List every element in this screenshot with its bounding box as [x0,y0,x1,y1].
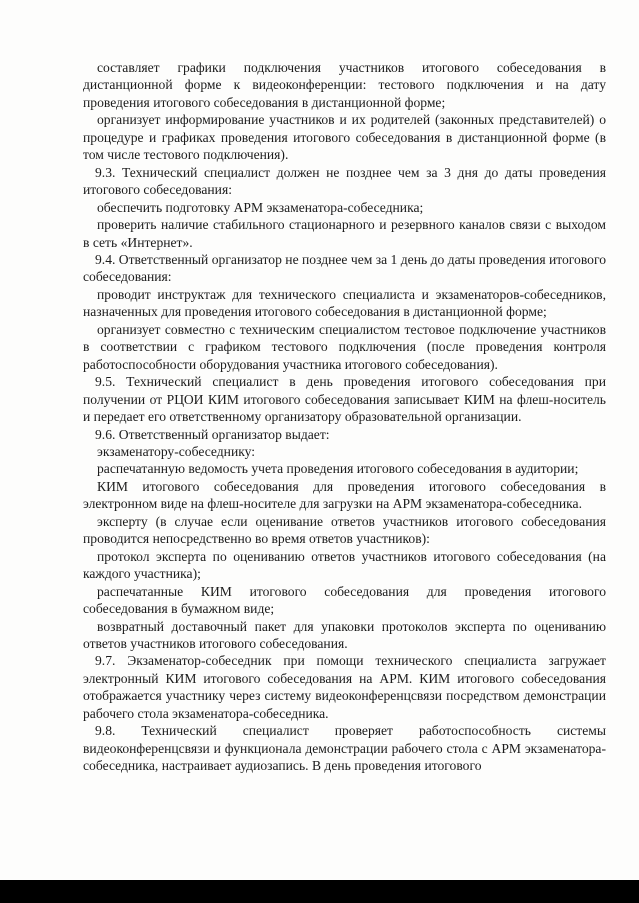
paragraph-instruction: проводит инструктаж для технического специалиста и экзаменаторов-собеседников, назначенных для проведения итогового собеседования в дистанционной форме; [83,286,606,320]
document-body [83,59,606,775]
paragraph-9-8: 9.8. Технический специалист проверяет работоспособность системы видеоконференцсвязи и функционала демонстрации рабочего стола с АРМ экзаменатора-собеседника, настраивает аудиозапись. В день проведения итогового [83,723,606,774]
paragraph-9-7: 9.7. Экзаменатор-собеседник при помощи технического специалиста загружает электронный КИМ итогового собеседования на АРМ. КИМ итогового собеседования отображается участнику через систему видеоконференцсвязи посредством демонстрации рабочего стола экзаменатора-собеседника. [83,653,606,721]
paragraph-9-5: 9.5. Технический специалист в день проведения итогового собеседования при получении от РЦОИ КИМ итогового собеседования записывает КИМ на флеш-носитель и передает его ответственному организатору образовательной организации. [83,374,606,425]
paragraph-to-examiner: экзаменатору-собеседнику: [97,443,256,459]
paragraph-to-expert: эксперту (в случае если оценивание ответов участников итогового собеседования проводится непосредственно во время ответов участников): [83,513,606,547]
paragraph-return-package: возвратный доставочный пакет для упаковки протоколов эксперта по оцениванию ответов участников итогового собеседования. [83,618,606,651]
paragraph-9-3: 9.3. Технический специалист должен не позднее чем за 3 дня до даты проведения итогового собеседования: [83,164,606,198]
paragraph-channel-check: проверить наличие стабильного стационарного и резервного каналов связи с выходом в сеть «Интернет». [83,217,606,250]
paragraph-9-6: 9.6. Ответственный организатор выдает: [95,426,330,442]
paragraph-kim-paper: распечатанные КИМ итогового собеседования для проведения итогового собеседования в бумажном виде; [83,583,606,617]
paragraph-expert-protocol: протокол эксперта по оцениванию ответов участников итогового собеседования (на каждого участника); [83,548,606,582]
paragraph-schedule: составляет графики подключения участников итогового собеседования в дистанционной форме к видеоконференции: тестового подключения и на дату проведения итогового собеседования в дистанционной форме; [83,60,606,110]
paragraph-kim-electronic: КИМ итогового собеседования для проведения итогового собеседования в электронном виде на флеш-носителе для загрузки на АРМ экзаменатора-собеседника. [83,478,606,512]
paragraph-test-connection: организует совместно с техническим специалистом тестовое подключение участников в соответствии с графиком тестового подключения (после проведения контроля работоспособности оборудования участника итогового собеседования). [83,321,606,372]
scan-bottom-edge [0,880,639,903]
paragraph-statement: распечатанную ведомость учета проведения итогового собеседования в аудитории; [97,461,579,477]
paragraph-informing: организует информирование участников и их родителей (законных представителей) о процедуре и графиках проведения итогового собеседования в дистанционной форме (в том числе тестового подключения). [83,112,606,163]
paragraph-9-4: 9.4. Ответственный организатор не позднее чем за 1 день до даты проведения итогового собеседования: [83,251,606,285]
paragraph-arm-preparation: обеспечить подготовку АРМ экзаменатора-собеседника; [97,199,424,215]
